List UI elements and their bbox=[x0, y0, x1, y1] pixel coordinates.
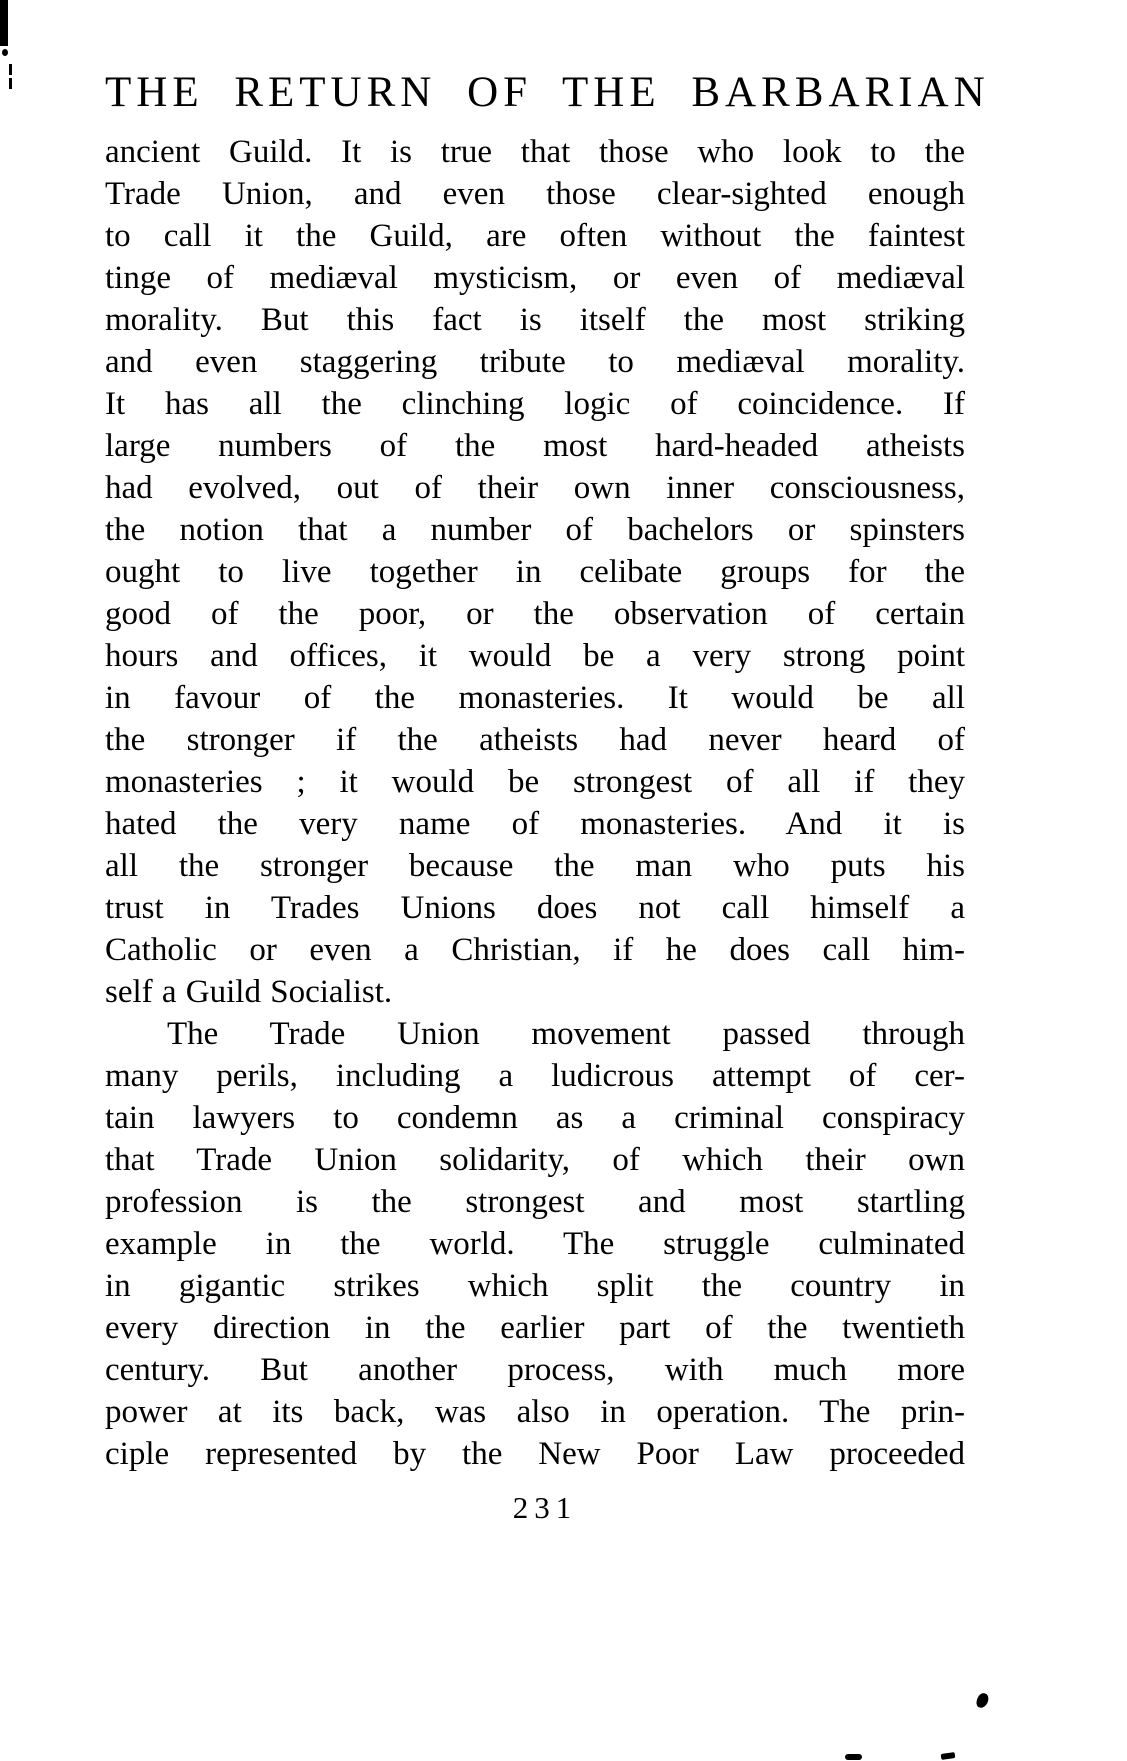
scan-artifact-dash bbox=[9, 64, 12, 75]
text-line: and even staggering tribute to mediæval morality. bbox=[105, 344, 965, 380]
page-title: THE RETURN OF THE BARBARIAN bbox=[105, 69, 990, 116]
scan-artifact-speck bbox=[2, 49, 8, 56]
text-line: The Trade Union movement passed through bbox=[167, 1016, 965, 1052]
text-line: century. But another process, with much more bbox=[105, 1352, 965, 1388]
text-line: power at its back, was also in operation. The prin- bbox=[105, 1394, 965, 1430]
text-line: good of the poor, or the observation of certain bbox=[105, 596, 965, 632]
scan-artifact-speck bbox=[941, 1752, 956, 1760]
text-line: ciple represented by the New Poor Law proceeded bbox=[105, 1436, 965, 1472]
text-line: monasteries ; it would be strongest of all if they bbox=[105, 764, 965, 800]
text-line: profession is the strongest and most startling bbox=[105, 1184, 965, 1220]
text-line: tinge of mediæval mysticism, or even of mediæval bbox=[105, 260, 965, 296]
text-line: that Trade Union solidarity, of which their own bbox=[105, 1142, 965, 1178]
paragraph bbox=[105, 131, 965, 1013]
text-line: to call it the Guild, are often without the faintest bbox=[105, 218, 965, 254]
text-line: It has all the clinching logic of coincidence. If bbox=[105, 386, 965, 422]
scan-artifact-speck bbox=[845, 1754, 862, 1760]
text-line: Trade Union, and even those clear-sighted enough bbox=[105, 176, 965, 212]
text-line: ancient Guild. It is true that those who look to the bbox=[105, 134, 965, 170]
text-line: hated the very name of monasteries. And it is bbox=[105, 806, 965, 842]
text-line: all the stronger because the man who puts his bbox=[105, 848, 965, 884]
text-line: in gigantic strikes which split the country in bbox=[105, 1268, 965, 1304]
text-line: trust in Trades Unions does not call himself a bbox=[105, 890, 965, 926]
text-line: tain lawyers to condemn as a criminal conspiracy bbox=[105, 1100, 965, 1136]
paragraph bbox=[105, 1013, 965, 1475]
text-line: the stronger if the atheists had never heard of bbox=[105, 722, 965, 758]
text-line: Catholic or even a Christian, if he does call him- bbox=[105, 932, 965, 968]
text-line: the notion that a number of bachelors or spinsters bbox=[105, 512, 965, 548]
text-line: had evolved, out of their own inner consciousness, bbox=[105, 470, 965, 506]
text-line: example in the world. The struggle culminated bbox=[105, 1226, 965, 1262]
text-line: self a Guild Socialist. bbox=[105, 974, 393, 1010]
text-line: morality. But this fact is itself the most striking bbox=[105, 302, 965, 338]
text-line: every direction in the earlier part of the twentieth bbox=[105, 1310, 965, 1346]
text-line: ought to live together in celibate groups for the bbox=[105, 554, 965, 590]
scan-artifact-binding-bar bbox=[0, 0, 8, 46]
scan-artifact-dash bbox=[9, 78, 12, 89]
text-line: large numbers of the most hard-headed atheists bbox=[105, 428, 965, 464]
text-line: hours and offices, it would be a very strong point bbox=[105, 638, 965, 674]
text-line: many perils, including a ludicrous attempt of cer- bbox=[105, 1058, 965, 1094]
scan-artifact-ink-blob bbox=[975, 1692, 990, 1709]
page-number: 231 bbox=[512, 1490, 578, 1525]
text-block bbox=[105, 131, 965, 1475]
text-line: in favour of the monasteries. It would be all bbox=[105, 680, 965, 716]
